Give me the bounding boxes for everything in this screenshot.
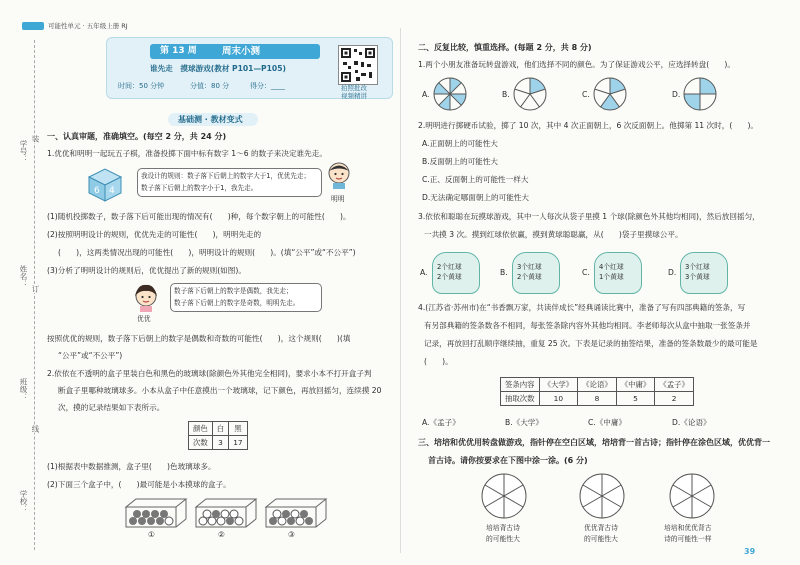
name-label: 姓名： <box>19 265 28 288</box>
q1-sub2: (2)按照明明设计的规则，优优先走的可能性( )，明明先走的 <box>47 230 262 239</box>
bubble-line-3: 数子落下后朝上的数字是偶数，我先走； <box>174 287 293 295</box>
ball-box-2 <box>192 497 258 533</box>
draw-record-table <box>500 377 694 406</box>
part3-heading-1: 三、培培和优优用转盘做游戏，指针停在空白区域，培培背一首古诗；指针停在涂色区域，优优背一 <box>418 438 770 447</box>
bag-c-line2: 1个黄球 <box>599 273 624 281</box>
mingming-name: 明明 <box>331 195 345 203</box>
p2-q4-line4: ( )。 <box>424 357 453 366</box>
q1-sub3: (3)分析了明明设计的规则后，优优提出了新的规则(如图)。 <box>47 266 246 275</box>
q1-option-a: A. <box>422 90 430 99</box>
q4-option-b: B.《大学》 <box>505 418 543 427</box>
table-cell: 抽取次数 <box>501 392 540 406</box>
spinner-b[interactable] <box>512 76 548 116</box>
blank-spinner-3[interactable] <box>668 472 716 524</box>
table-cell: 黑 <box>229 422 247 436</box>
q2-sub2: (2)下面三个盒子中，( )最可能是小本摸球的盒子。 <box>47 480 231 489</box>
bag-b-line2: 2个黄球 <box>517 273 542 281</box>
p2-q4-line1: 4.(江苏省·苏州市)在“书香飘万家，共读伴成长”经典诵读比赛中，准备了写有四部典籍的签条，写 <box>418 303 746 312</box>
q2-stem-1: 2.依依在不透明的盒子里装白色和黑色的玻璃球(除颜色外其他完全相同)，要求小本不打开盒子判 <box>47 369 372 378</box>
bag-option-c: C. <box>582 268 590 277</box>
q1-option-d: D. <box>672 90 681 99</box>
page-divider <box>400 28 401 553</box>
table-cell: 《论语》 <box>578 378 617 392</box>
bag-option-b: B. <box>500 268 508 277</box>
banner-subtitle: 谁先走 摸球游戏(教材 P101—P105) <box>150 64 286 73</box>
q1-sub3c: “公平”或“不公平”) <box>58 351 123 360</box>
table-cell: 10 <box>539 392 578 406</box>
table-cell: 3 <box>212 436 228 450</box>
box-label-3: ③ <box>288 530 295 539</box>
table-cell: 颜色 <box>189 422 213 436</box>
bag-c-line1: 4个红球 <box>599 263 624 271</box>
header-strip <box>22 22 212 31</box>
spinner-a[interactable] <box>432 76 468 116</box>
table-cell: 17 <box>229 436 247 450</box>
bag-option-a: A. <box>420 268 428 277</box>
spinner-1-caption-1: 培培背古诗 <box>486 524 520 532</box>
p2-q3-line1: 3.依依和聪聪在玩摸球游戏，其中一人每次从袋子里摸 1 个球(除颜色外其他均相同)，然后放回摇匀， <box>418 212 760 221</box>
table-cell: 签条内容 <box>501 378 540 392</box>
q2-option-b: B.反面朝上的可能性大 <box>422 157 498 166</box>
mingming-avatar <box>325 160 353 194</box>
part3-heading-2: 首古诗。请你按要求在下图中涂一涂。(6 分) <box>428 456 588 465</box>
bubble-line-1: 我设计的规则：数子落下后朝上的数字大于1，优优先走； <box>141 172 311 180</box>
svg-text:6: 6 <box>94 186 100 196</box>
q1-option-c: C. <box>582 90 590 99</box>
spinner-c[interactable] <box>592 76 628 116</box>
table-cell: 《中庸》 <box>616 378 655 392</box>
seal-char-3: 线 <box>31 425 40 433</box>
bubble-line-4: 数子落下后朝上的数字是奇数，明明先走。 <box>174 299 300 307</box>
part1-heading: 一、认真审题，准确填空。(每空 2 分，共 24 分) <box>47 132 227 141</box>
header-strip-text: 可能性单元 · 五年级上册 RJ <box>48 22 128 30</box>
page-number: 39 <box>744 547 756 556</box>
q4-option-a: A.《孟子》 <box>422 418 460 427</box>
spinner-1-caption-2: 的可能性大 <box>486 535 520 543</box>
q2-stem-3: 次，摸的记录结果如下表所示。 <box>58 403 165 412</box>
youyou-name: 优优 <box>137 315 151 323</box>
school-label: 学校： <box>19 490 28 513</box>
dice-icon <box>85 165 125 207</box>
ball-record-table <box>188 421 248 450</box>
bag-d-line1: 3个红球 <box>685 263 710 271</box>
table-cell: 《大学》 <box>539 378 578 392</box>
part2-heading: 二、反复比较，慎重选择。(每题 2 分，共 8 分) <box>418 43 592 52</box>
section-title: 基础测 · 教材变式 <box>178 115 243 124</box>
p2-q1: 1.两个小朋友准备玩转盘游戏，他们选择不同的颜色。为了保证游戏公平，应选择转盘( )。 <box>418 60 735 69</box>
qr-caption-1: 拍照批改 <box>341 84 367 92</box>
table-cell: 8 <box>578 392 617 406</box>
ball-box-1 <box>122 497 188 533</box>
youyou-avatar <box>132 283 160 317</box>
table-cell: 白 <box>212 422 228 436</box>
binding-margin <box>0 0 42 565</box>
q1-stem: 1.优优和明明一起玩五子棋，准备投掷下面中标有数字 1～6 的数子来决定谁先走。 <box>47 149 327 158</box>
seal-char-2: 订 <box>31 285 40 293</box>
p2-q2: 2.明明进行掷硬币试验，掷了 10 次，其中 4 次正面朝上，6 次反面朝上。他掷第 11 次时，( )。 <box>418 121 759 130</box>
spinner-d[interactable] <box>682 76 718 116</box>
blank-spinner-1[interactable] <box>480 472 528 524</box>
qr-code-icon[interactable] <box>338 45 378 85</box>
q1-sub2b: ( )，这两类情况出现的可能性( )，明明设计的规则( )。(填“公平”或“不公平”) <box>58 248 356 257</box>
bubble-line-2: 数子落下后朝上的数字小于1，我先走。 <box>141 184 258 192</box>
time-info: 时间：50 分钟 <box>118 82 165 90</box>
q1-option-b: B. <box>502 90 510 99</box>
bag-a-line1: 2个红球 <box>437 263 462 271</box>
p2-q4-line2: 有另部典籍的签条数各不相同，每张签条除内容外其他均相同。李老师每次从盒中抽取一张签条并 <box>424 321 751 330</box>
box-label-1: ① <box>148 530 155 539</box>
table-cell: 5 <box>616 392 655 406</box>
table-cell: 《孟子》 <box>655 378 694 392</box>
score-info: 分值：80 分 <box>190 82 230 90</box>
class-label: 班级： <box>19 378 28 401</box>
qr-caption-2: 视频精讲 <box>341 92 367 100</box>
p2-q3-line2: 一共摸 3 次。摸到红球依依赢，摸到黄球聪聪赢，从( )袋子里摸球公平。 <box>424 230 683 239</box>
blank-spinner-2[interactable] <box>578 472 626 524</box>
bag-d-line2: 3个黄球 <box>685 273 710 281</box>
student-number-label: 学号： <box>19 140 28 163</box>
bag-a-line2: 2个黄球 <box>437 273 462 281</box>
q2-option-a: A.正面朝上的可能性大 <box>422 139 498 148</box>
spinner-2-caption-1: 优优背古诗 <box>584 524 618 532</box>
bag-b-line1: 3个红球 <box>517 263 542 271</box>
p2-q4-line3: 记录，再放回打乱顺序继续抽，重复 25 次。下表是记录的抽签结果，准备的签条数最少的最可能是 <box>424 339 758 348</box>
spinner-3-caption-2: 诗的可能性一样 <box>664 535 712 543</box>
q2-option-c: C.正、反面朝上的可能性一样大 <box>422 175 529 184</box>
q2-sub1: (1)根据表中数据推测，盒子里( )色玻璃球多。 <box>47 462 216 471</box>
banner-title: 周末小测 <box>222 46 261 57</box>
box-label-2: ② <box>218 530 225 539</box>
table-cell: 次数 <box>189 436 213 450</box>
svg-text:4: 4 <box>109 186 115 196</box>
q1-sub1: (1)随机投掷数子，数子落下后可能出现的情况有( )种，每个数字朝上的可能性( )。 <box>47 212 351 221</box>
q4-option-d: D.《论语》 <box>672 418 711 427</box>
spinner-3-caption-1: 培培和优优背古 <box>664 524 712 532</box>
week-label: 第 13 周 <box>160 46 197 56</box>
table-cell: 2 <box>655 392 694 406</box>
q2-option-d: D.无法确定哪面朝上的可能性大 <box>422 193 529 202</box>
spinner-2-caption-2: 的可能性大 <box>584 535 618 543</box>
q4-option-c: C.《中庸》 <box>588 418 627 427</box>
bag-option-d: D. <box>668 268 677 277</box>
ball-box-3 <box>262 497 328 533</box>
q2-stem-2: 断盒子里哪种玻璃球多。小本从盒子中任意摸出一个玻璃球，记下颜色，再放回摇匀，连续摸 20 <box>58 386 382 395</box>
q1-sub3b: 按照优优的规则，数子落下后朝上的数字是偶数和奇数的可能性( )，这个规则( )(填 <box>47 334 351 343</box>
got-score: 得分：____ <box>250 82 285 90</box>
seal-char-1: 装 <box>31 135 40 143</box>
